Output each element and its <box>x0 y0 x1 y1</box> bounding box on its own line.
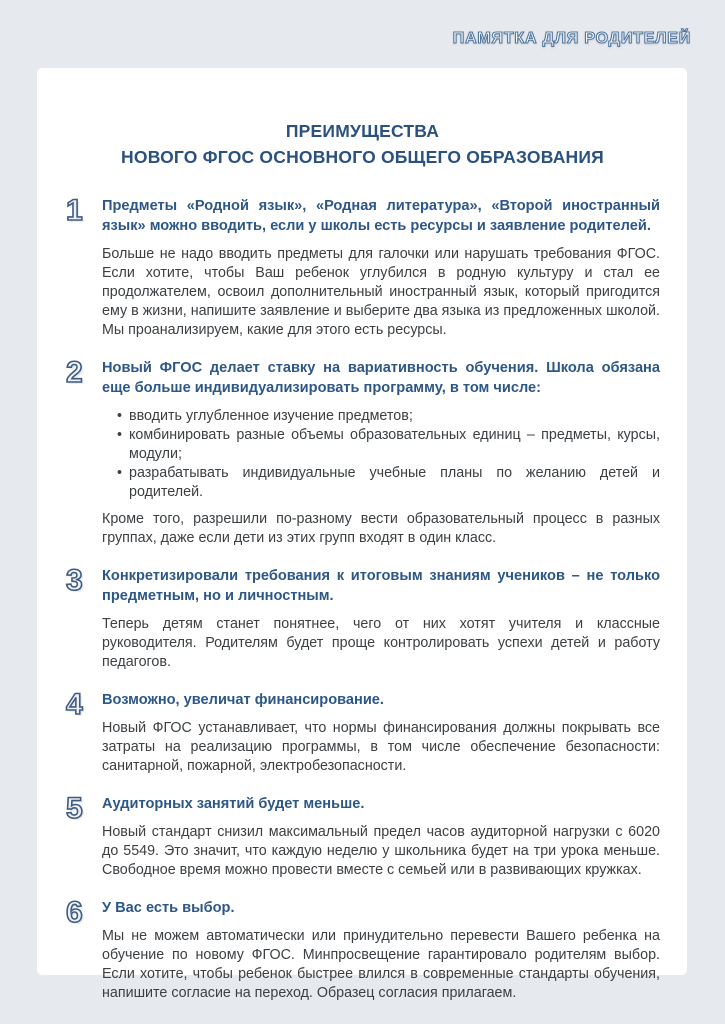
section-3 <box>65 564 660 672</box>
section-5-number: 5 <box>66 792 83 825</box>
section-1 <box>65 194 660 340</box>
content-card <box>37 68 687 1001</box>
title-line-1: ПРЕИМУЩЕСТВА <box>285 121 440 141</box>
section-4-paragraph: Новый ФГОС устанавливает, что нормы финансирования должны покрывать все затраты на реализацию программы, в том числе обеспечение безопасности: санитарной, пожарной, электробезопасности. <box>102 720 660 774</box>
section-2 <box>65 356 660 548</box>
section-3-heading: Конкретизировали требования к итоговым знаниям учеников – не только предметным, но и личностным. <box>102 568 660 604</box>
section-5-paragraph: Новый стандарт снизил максимальный предел часов аудиторной нагрузки с 6020 до 5549. Это значит, что каждую неделю у школьника будет на три урока меньше. Свободное время можно провести вместе с семьей или в развивающих кружках. <box>102 824 660 878</box>
section-6-number: 6 <box>66 896 83 929</box>
section-4 <box>65 688 660 776</box>
section-3-body <box>102 564 660 672</box>
list-item: • разрабатывать индивидуальные учебные планы по желанию детей и родителей. <box>117 464 660 502</box>
section-2-heading: Новый ФГОС делает ставку на вариативность обучения. Школа обязана еще больше индивидуализировать программу, в том числе: <box>102 360 660 396</box>
section-6-paragraph: Мы не можем автоматически или принудительно перевести Вашего ребенка на обучение по новому ФГОС. Минпросвещение гарантировало родителям выбор. Если хотите, чтобы ребенок быстрее влился в современные стандарты обучения, напишите согласие на переход. Образец согласия прилагаем. <box>102 928 660 1001</box>
section-2-number: 2 <box>66 356 83 389</box>
section-3-paragraph: Теперь детям станет понятнее, чего от них хотят учителя и классные руководителя. Родителям будет проще контролировать успехи детей и работу педагогов. <box>102 616 660 670</box>
section-2-paragraph: Кроме того, разрешили по-разному вести образовательный процесс в разных группах, даже если дети из этих групп входят в один класс. <box>102 511 660 546</box>
document-title <box>65 118 660 170</box>
section-1-heading: Предметы «Родной язык», «Родная литература», «Второй иностранный язык» можно вводить, если у школы есть ресурсы и заявление родителей. <box>102 198 660 234</box>
section-1-body <box>102 194 660 340</box>
section-5-heading: Аудиторных занятий будет меньше. <box>102 796 365 812</box>
title-line-2: НОВОГО ФГОС ОСНОВНОГО ОБЩЕГО ОБРАЗОВАНИЯ <box>121 147 604 167</box>
section-5 <box>65 792 660 880</box>
list-item: • комбинировать разные объемы образовательных единиц – предметы, курсы, модули; <box>117 426 660 464</box>
section-2-bullet-list <box>102 407 660 502</box>
section-5-body <box>102 792 660 880</box>
section-2-body <box>102 356 660 548</box>
section-6-heading: У Вас есть выбор. <box>102 900 235 916</box>
section-4-number: 4 <box>66 688 83 721</box>
list-item: • вводить углубленное изучение предметов; <box>117 407 660 426</box>
section-3-number: 3 <box>66 564 83 597</box>
section-6 <box>65 896 660 1003</box>
section-6-body <box>102 896 660 1003</box>
section-4-body <box>102 688 660 776</box>
section-1-number: 1 <box>66 194 83 227</box>
section-1-paragraph: Больше не надо вводить предметы для галочки или нарушать требования ФГОС. Если хотите, чтобы Ваш ребенок углубился в родную культуру и стал ее продолжателем, освоил дополнительный иностранный язык, который пригодится ему в жизни, напишите заявление и выберите два языка из предложенных школой. Мы проанализируем, какие для этого есть ресурсы. <box>102 246 660 338</box>
header-badge: ПАМЯТКА ДЛЯ РОДИТЕЛЕЙ <box>452 30 691 47</box>
section-4-heading: Возможно, увеличат финансирование. <box>102 692 384 708</box>
